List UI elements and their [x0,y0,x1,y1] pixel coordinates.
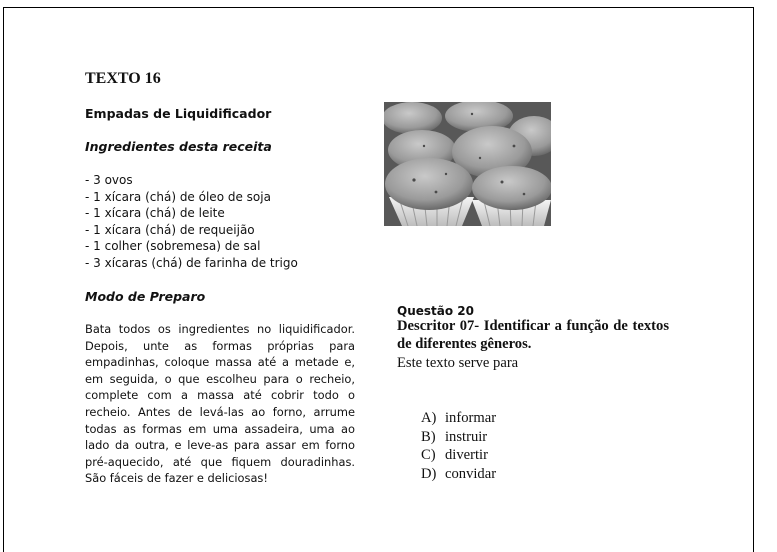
prep-heading: Modo de Preparo [85,289,206,304]
recipe-name: Empadas de Liquidificador [85,106,272,121]
ingredient-item: - 1 xícara (chá) de requeijão [85,222,255,237]
option-letter: D) [421,465,437,482]
ingredient-item: - 3 ovos [85,173,133,187]
ingredients-list [85,172,298,272]
text-title: TEXTO 16 [85,70,161,87]
ingredients-heading: Ingredientes desta receita [85,139,272,154]
option-c[interactable] [421,446,496,465]
option-text: instruir [445,428,488,445]
option-text: convidar [445,465,497,482]
ingredient-item: - 3 xícaras (chá) de farinha de trigo [85,255,298,270]
muffins-photo-icon [384,102,551,226]
question-prompt: Este texto serve para [397,355,519,371]
option-d[interactable] [421,465,496,484]
ingredient-item: - 1 xícara (chá) de leite [85,206,225,221]
answer-options [421,409,496,483]
option-letter: C) [421,447,436,463]
ingredient-item: - 1 colher (sobremesa) de sal [85,239,261,254]
option-letter: B) [421,428,436,445]
option-a[interactable] [421,409,496,428]
option-b[interactable] [421,428,496,447]
question-descriptor: Descritor 07- Identificar a função de textos de diferentes gêneros. [397,318,669,352]
question-number: Questão 20 [397,304,474,318]
option-text: divertir [445,447,488,463]
ingredient-item: - 1 xícara (chá) de óleo de soja [85,189,271,204]
option-text: informar [445,410,497,426]
prep-text: Bata todos os ingredientes no liquidificador. Depois, unte as formas próprias para empadinhas, coloque massa até a metade e, em seguida, o que escolheu para o recheio, complete com a massa até cobrir todo o recheio. Antes de levá-las ao forno, arrume todas as formas em uma assadeira, uma ao lado da outra, e leve-as para assar em forno pré-aquecido, até que fiquem douradinhas. São fáceis de fazer e deliciosas! [85,322,355,486]
option-letter: A) [421,410,437,426]
